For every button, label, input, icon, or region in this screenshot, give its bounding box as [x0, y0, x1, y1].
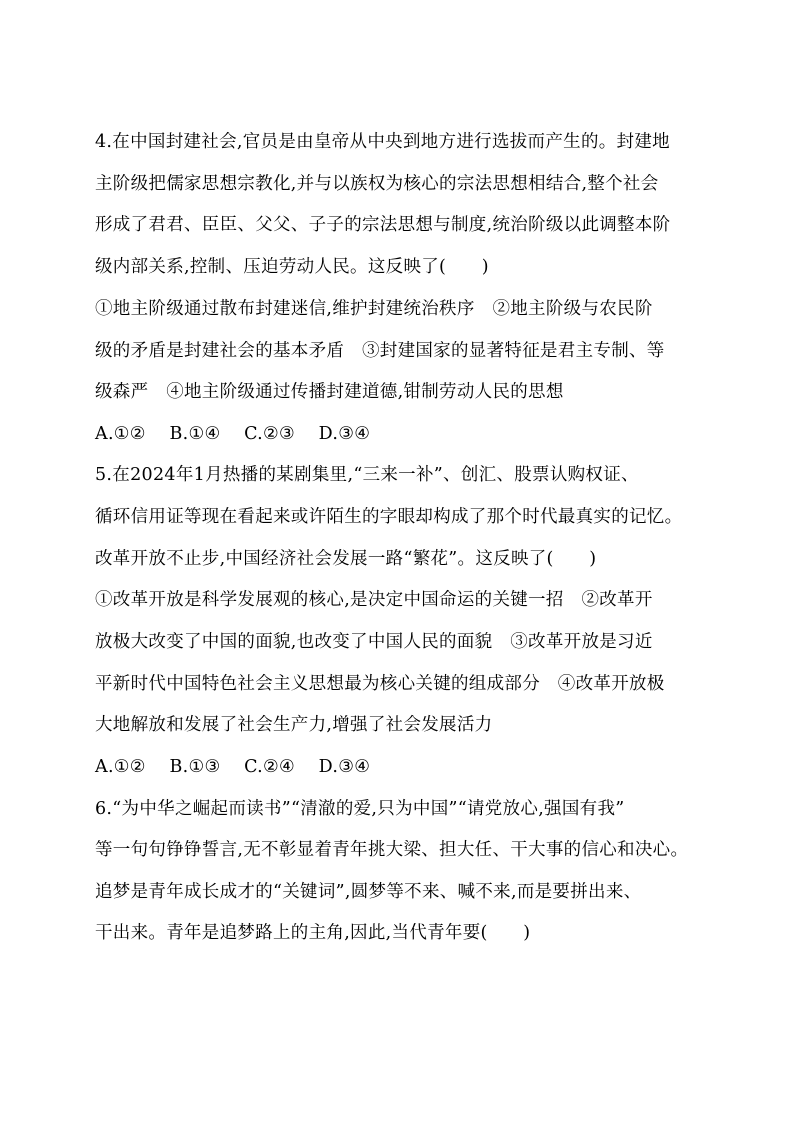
question-5-options: A.①② B.①③ C.②④ D.③④ [95, 757, 371, 777]
question-5-statement-line-4: 大地解放和发展了社会生产力,增强了社会发展活力 [95, 715, 493, 735]
question-6-stem-line-2: 等一句句铮铮誓言,无不彰显着青年挑大梁、担大任、干大事的信心和决心。 [95, 840, 689, 860]
question-5-statement-line-1: ①改革开放是科学发展观的核心,是决定中国命运的关键一招 ②改革开 [95, 590, 653, 610]
question-6-stem-line-1: 6.“为中华之崛起而读书”“清澈的爱,只为中国”“请党放心,强国有我” [95, 799, 625, 819]
question-6-stem-line-4: 干出来。青年是追梦路上的主角,因此,当代青年要( ) [95, 923, 531, 943]
question-6-stem-line-3: 追梦是青年成长成才的“关键词”,圆梦等不来、喊不来,而是要拼出来、 [95, 882, 642, 902]
question-5-stem-line-2: 循环信用证等现在看起来或许陌生的字眼却构成了那个时代最真实的记忆。 [95, 507, 683, 527]
question-4-stem-line-2: 主阶级把儒家思想宗教化,并与以族权为核心的宗法思想相结合,整个社会 [95, 174, 659, 194]
question-4-statement-line-3: 级森严 ④地主阶级通过传播封建道德,钳制劳动人民的思想 [95, 382, 564, 402]
question-4-stem-line-1: 4.在中国封建社会,官员是由皇帝从中央到地方进行选拔而产生的。封建地 [95, 132, 670, 152]
question-5-stem-line-1: 5.在2024年1月热播的某剧集里,“三来一补”、创汇、股票认购权证、 [95, 465, 639, 485]
question-4-stem-line-4: 级内部关系,控制、压迫劳动人民。这反映了( ) [95, 257, 489, 277]
question-5-statement-line-2: 放极大改变了中国的面貌,也改变了中国人民的面貌 ③改革开放是习近 [95, 632, 653, 652]
question-5-stem-line-3: 改革开放不止步,中国经济社会发展一路“繁花”。这反映了( ) [95, 549, 597, 569]
question-4-statement-line-2: 级的矛盾是封建社会的基本矛盾 ③封建国家的显著特征是君主专制、等 [95, 341, 665, 361]
question-5-statement-line-3: 平新时代中国特色社会主义思想最为核心关键的组成部分 ④改革开放极 [95, 674, 665, 694]
question-4-stem-line-3: 形成了君君、臣臣、父父、子子的宗法思想与制度,统治阶级以此调整本阶 [95, 215, 671, 235]
question-4-options: A.①② B.①④ C.②③ D.③④ [95, 424, 371, 444]
question-4-statement-line-1: ①地主阶级通过散布封建迷信,维护封建统治秩序 ②地主阶级与农民阶 [95, 299, 653, 319]
